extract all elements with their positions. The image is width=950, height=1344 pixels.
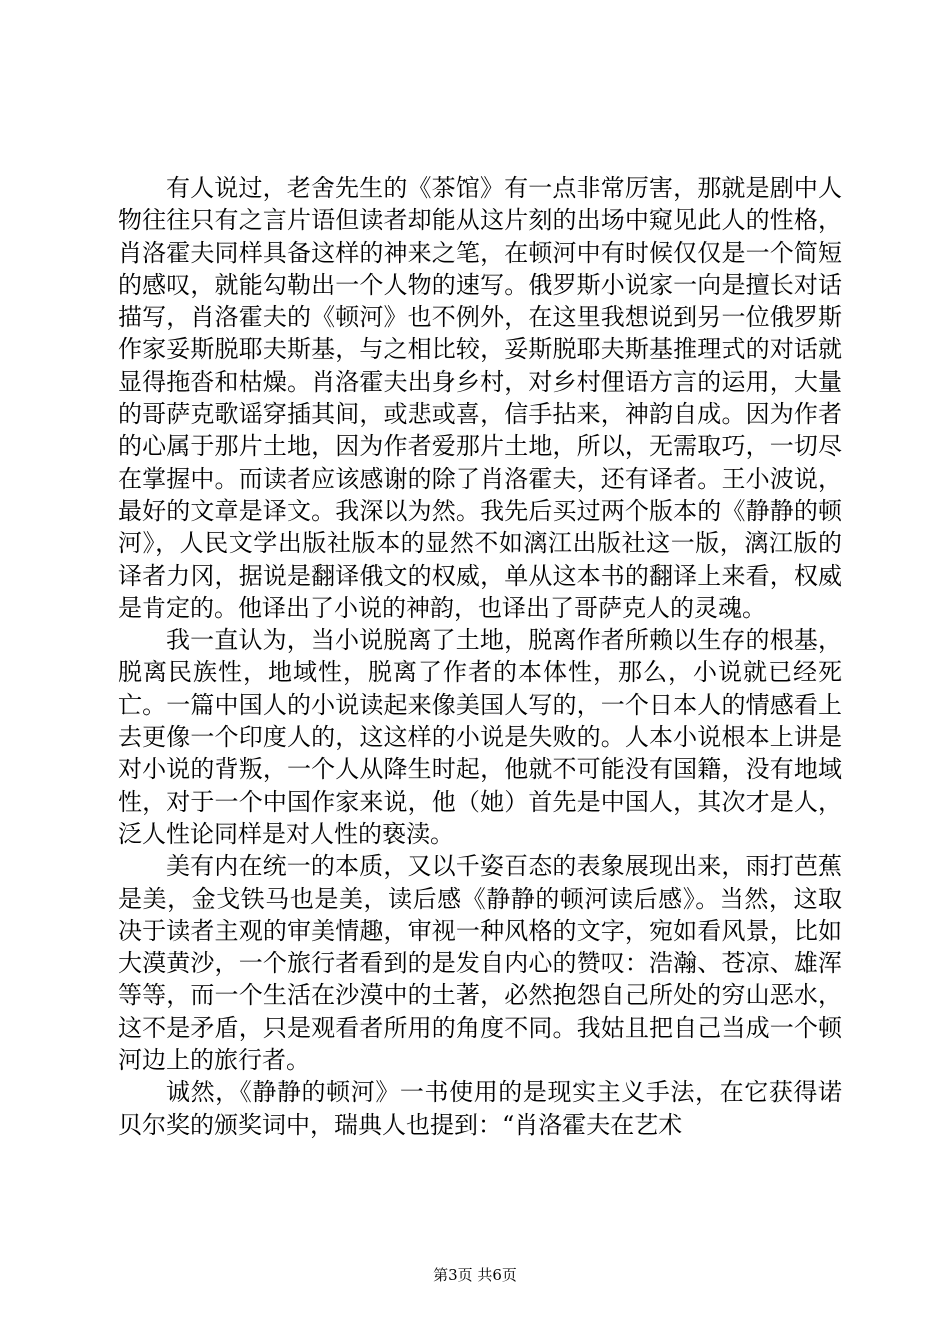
paragraph-2: 我一直认为，当小说脱离了土地，脱离作者所赖以生存的根基，脱离民族性，地域性，脱离了作者的本体性，那么，小说就已经死亡。一篇中国人的小说读起来像美国人写的，一个日本人的情感看上去更像一个印度人的，这这样的小说是失败的。人本小说根本上讲是对小说的背叛，一个人从降生时起，他就不可能没有国籍，没有地域性，对于一个中国作家来说，他（她）首先是中国人，其次才是人，泛人性论同样是对人性的亵渎。 [118, 626, 842, 848]
paragraph-3: 美有内在统一的本质，又以千姿百态的表象展现出来，雨打芭蕉是美，金戈铁马也是美，读后感《静静的顿河读后感》。当然，这取决于读者主观的审美情趣，审视一种风格的文字，宛如看风景，比如大漠黄沙，一个旅行者看到的是发自内心的赞叹：浩瀚、苍凉、雄浑等等，而一个生活在沙漠中的土著，必然抱怨自己所处的穷山恶水，这不是矛盾，只是观看者所用的角度不同。我姑且把自己当成一个顿河边上的旅行者。 [118, 852, 842, 1075]
paragraph-4: 诚然，《静静的顿河》一书使用的是现实主义手法，在它获得诺贝尔奖的颁奖词中，瑞典人也提到：“肖洛霍夫在艺术 [118, 1078, 842, 1139]
page-number-footer: 第3页 共6页 [433, 1266, 517, 1284]
paragraph-1: 有人说过，老舍先生的《茶馆》有一点非常厉害，那就是剧中人物往往只有之言片语但读者却能从这片刻的出场中窥见此人的性格，肖洛霍夫同样具备这样的神来之笔，在顿河中有时候仅仅是一个简短的感叹，就能勾勒出一个人物的速写。俄罗斯小说家一向是擅长对话描写，肖洛霍夫的《顿河》也不例外，在这里我想说到另一位俄罗斯作家妥斯脱耶夫斯基，与之相比较，妥斯脱耶夫斯基推理式的对话就显得拖沓和枯燥。肖洛霍夫出身乡村，对乡村俚语方言的运用，大量的哥萨克歌谣穿插其间，或悲或喜，信手拈来，神韵自成。因为作者的心属于那片土地，因为作者爱那片土地，所以，无需取巧，一切尽在掌握中。而读者应该感谢的除了肖洛霍夫，还有译者。王小波说，最好的文章是译文。我深以为然。我先后买过两个版本的《静静的顿河》，人民文学出版社版本的显然不如漓江出版社这一版，漓江版的译者力冈，据说是翻译俄文的权威，单从这本书的翻译上来看，权威是肯定的。他译出了小说的神韵，也译出了哥萨克人的灵魂。 [118, 174, 842, 622]
article-body [118, 172, 842, 1141]
